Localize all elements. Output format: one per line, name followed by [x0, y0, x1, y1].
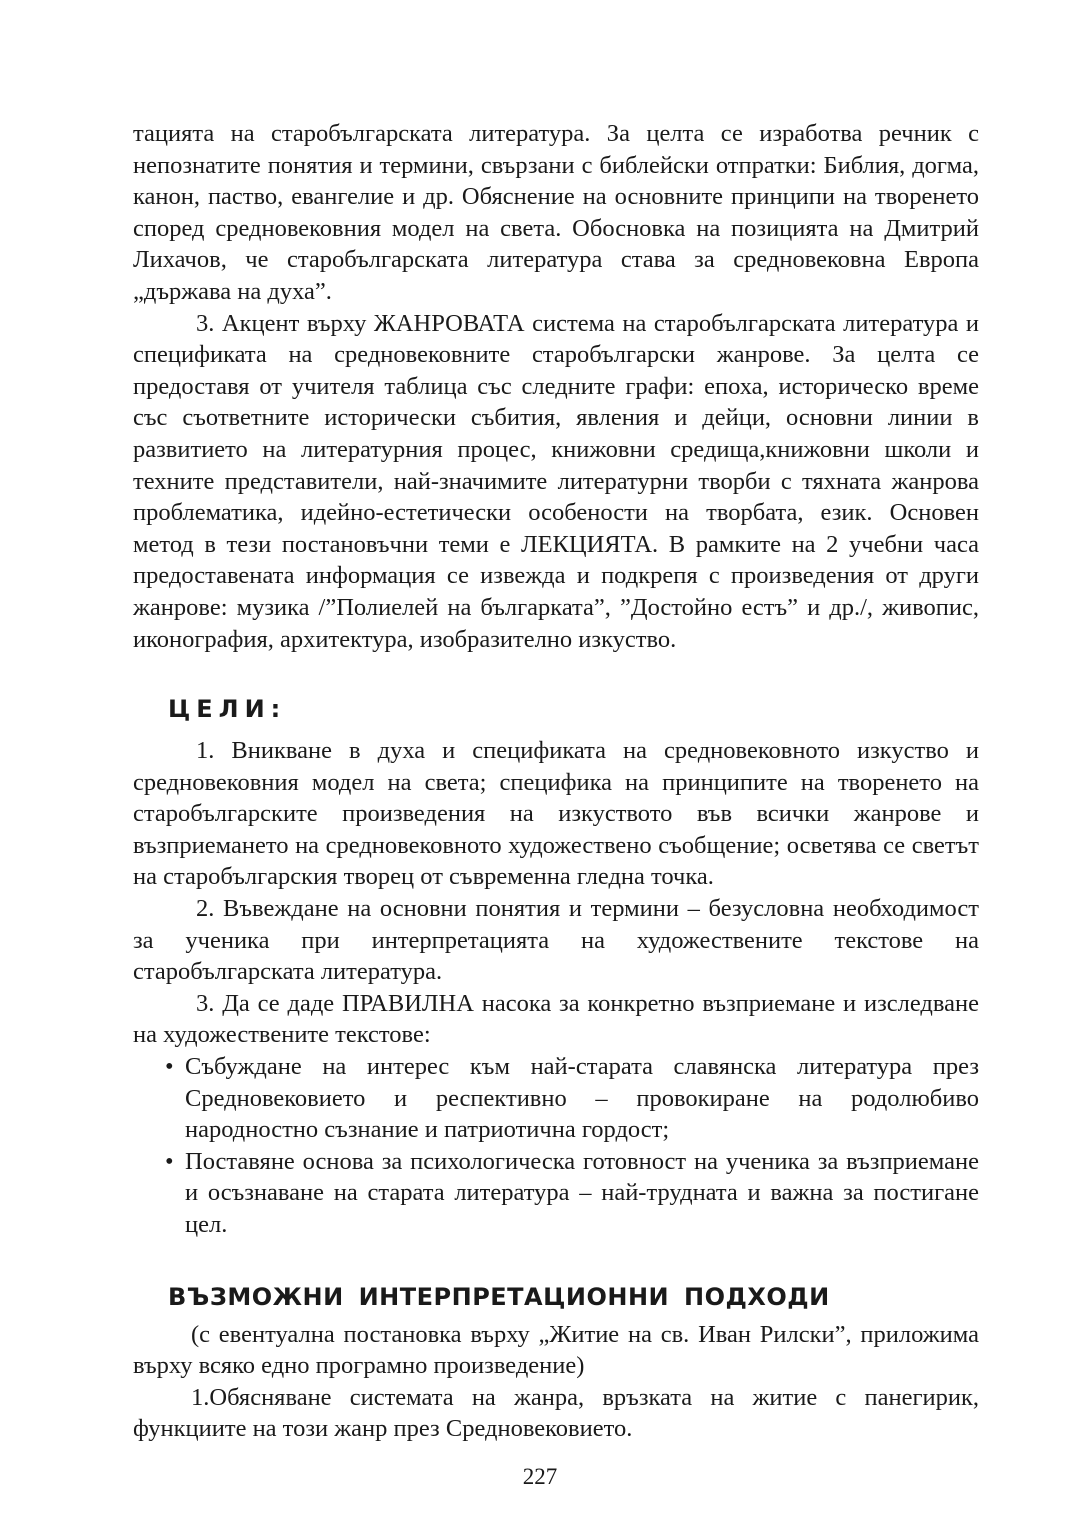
approaches-heading: ВЪЗМОЖНИ ИНТЕРПРЕТАЦИОННИ ПОДХОДИ	[168, 1282, 830, 1311]
page-body	[133, 118, 979, 1445]
goal-item-2: 2. Въвеждане на основни понятия и термини – безусловна необходимост за ученика при интерпретацията на художествените текстове на старобългарската литература.	[133, 895, 979, 986]
goal-item-3: 3. Да се даде ПРАВИЛНА насока за конкретно възприемане и изследване на художествените текстове:	[133, 989, 979, 1049]
approaches-subtitle: (с евентуална постановка върху „Житие на св. Иван Рилски”, приложима върху всяко едно програмно произведение)	[133, 1320, 979, 1380]
intro-paragraph: тацията на старобългарската литература. За целта се изработва речник с непознатите понятия и термини, свързани с библейски отпратки: Библия, догма, канон, паство, евангелие и др. Обяснение на основните принципи на творенето според средновековния модел на света. Обосновка на позицията на Дмитрий Лихачов, че старобългарската литература става за средновековна Европа „държава на духа”.	[133, 120, 979, 305]
intro-point-3: 3. Акцент върху ЖАНРОВАТА система на старобългарската литература и спецификата на средновековните старобългарски жанрове. За целта се предоставя от учителя таблица със следните графи: епоха, историческо време със съответните исторически събития, явления и дейци, основни линии в развитието на литературния процес, книжовни средища,книжовни школи и техните представители, най-значимите литературни творби с тяхната жанрова проблематика, идейно-естетически особености на творбата, език. Основен метод в тези постановъчни теми е ЛЕКЦИЯТА. В рамките на 2 учебни часа предоставената информация се извежда и подкрепя с произведения от други жанрове: музика /”Полиелей на българката”, ”Достойно естъ” и др./, живопис, иконография, архитектура, изобразително изкуство.	[133, 309, 979, 653]
goals-heading: ЦЕЛИ:	[168, 695, 287, 724]
bullet-text: Събуждане на интерес към най-старата славянска литература през Средновековието и респективно – провокиране на родолюбиво народностно съзнание и патриотична гордост;	[185, 1053, 979, 1144]
bullet-icon: •	[165, 1053, 174, 1081]
list-item	[165, 1146, 979, 1241]
goal-item-1: 1. Вникване в духа и спецификата на средновековното изкуство и средновековния модел на света; специфика на принципите на творенето на старобългарските произведения на изкуството във всички жанрове и възприемането на средновековното художествено съобщение; осветява се светът на старобългарския творец от съвременна гледна точка.	[133, 737, 979, 891]
bullet-icon: •	[165, 1147, 174, 1175]
approach-point-1: 1.Обясняване системата на жанра, връзката на житие с панегирик, функциите на този жанр през Средновековието.	[133, 1383, 979, 1443]
bullet-text: Поставяне основа за психологическа готовност на ученика за възприемане и осъзнаване на старата литература – най-трудната и важна за постигане цел.	[185, 1147, 979, 1238]
goal-bullet-list	[133, 1051, 979, 1241]
page-number: 227	[522, 1464, 558, 1489]
list-item	[165, 1051, 979, 1146]
